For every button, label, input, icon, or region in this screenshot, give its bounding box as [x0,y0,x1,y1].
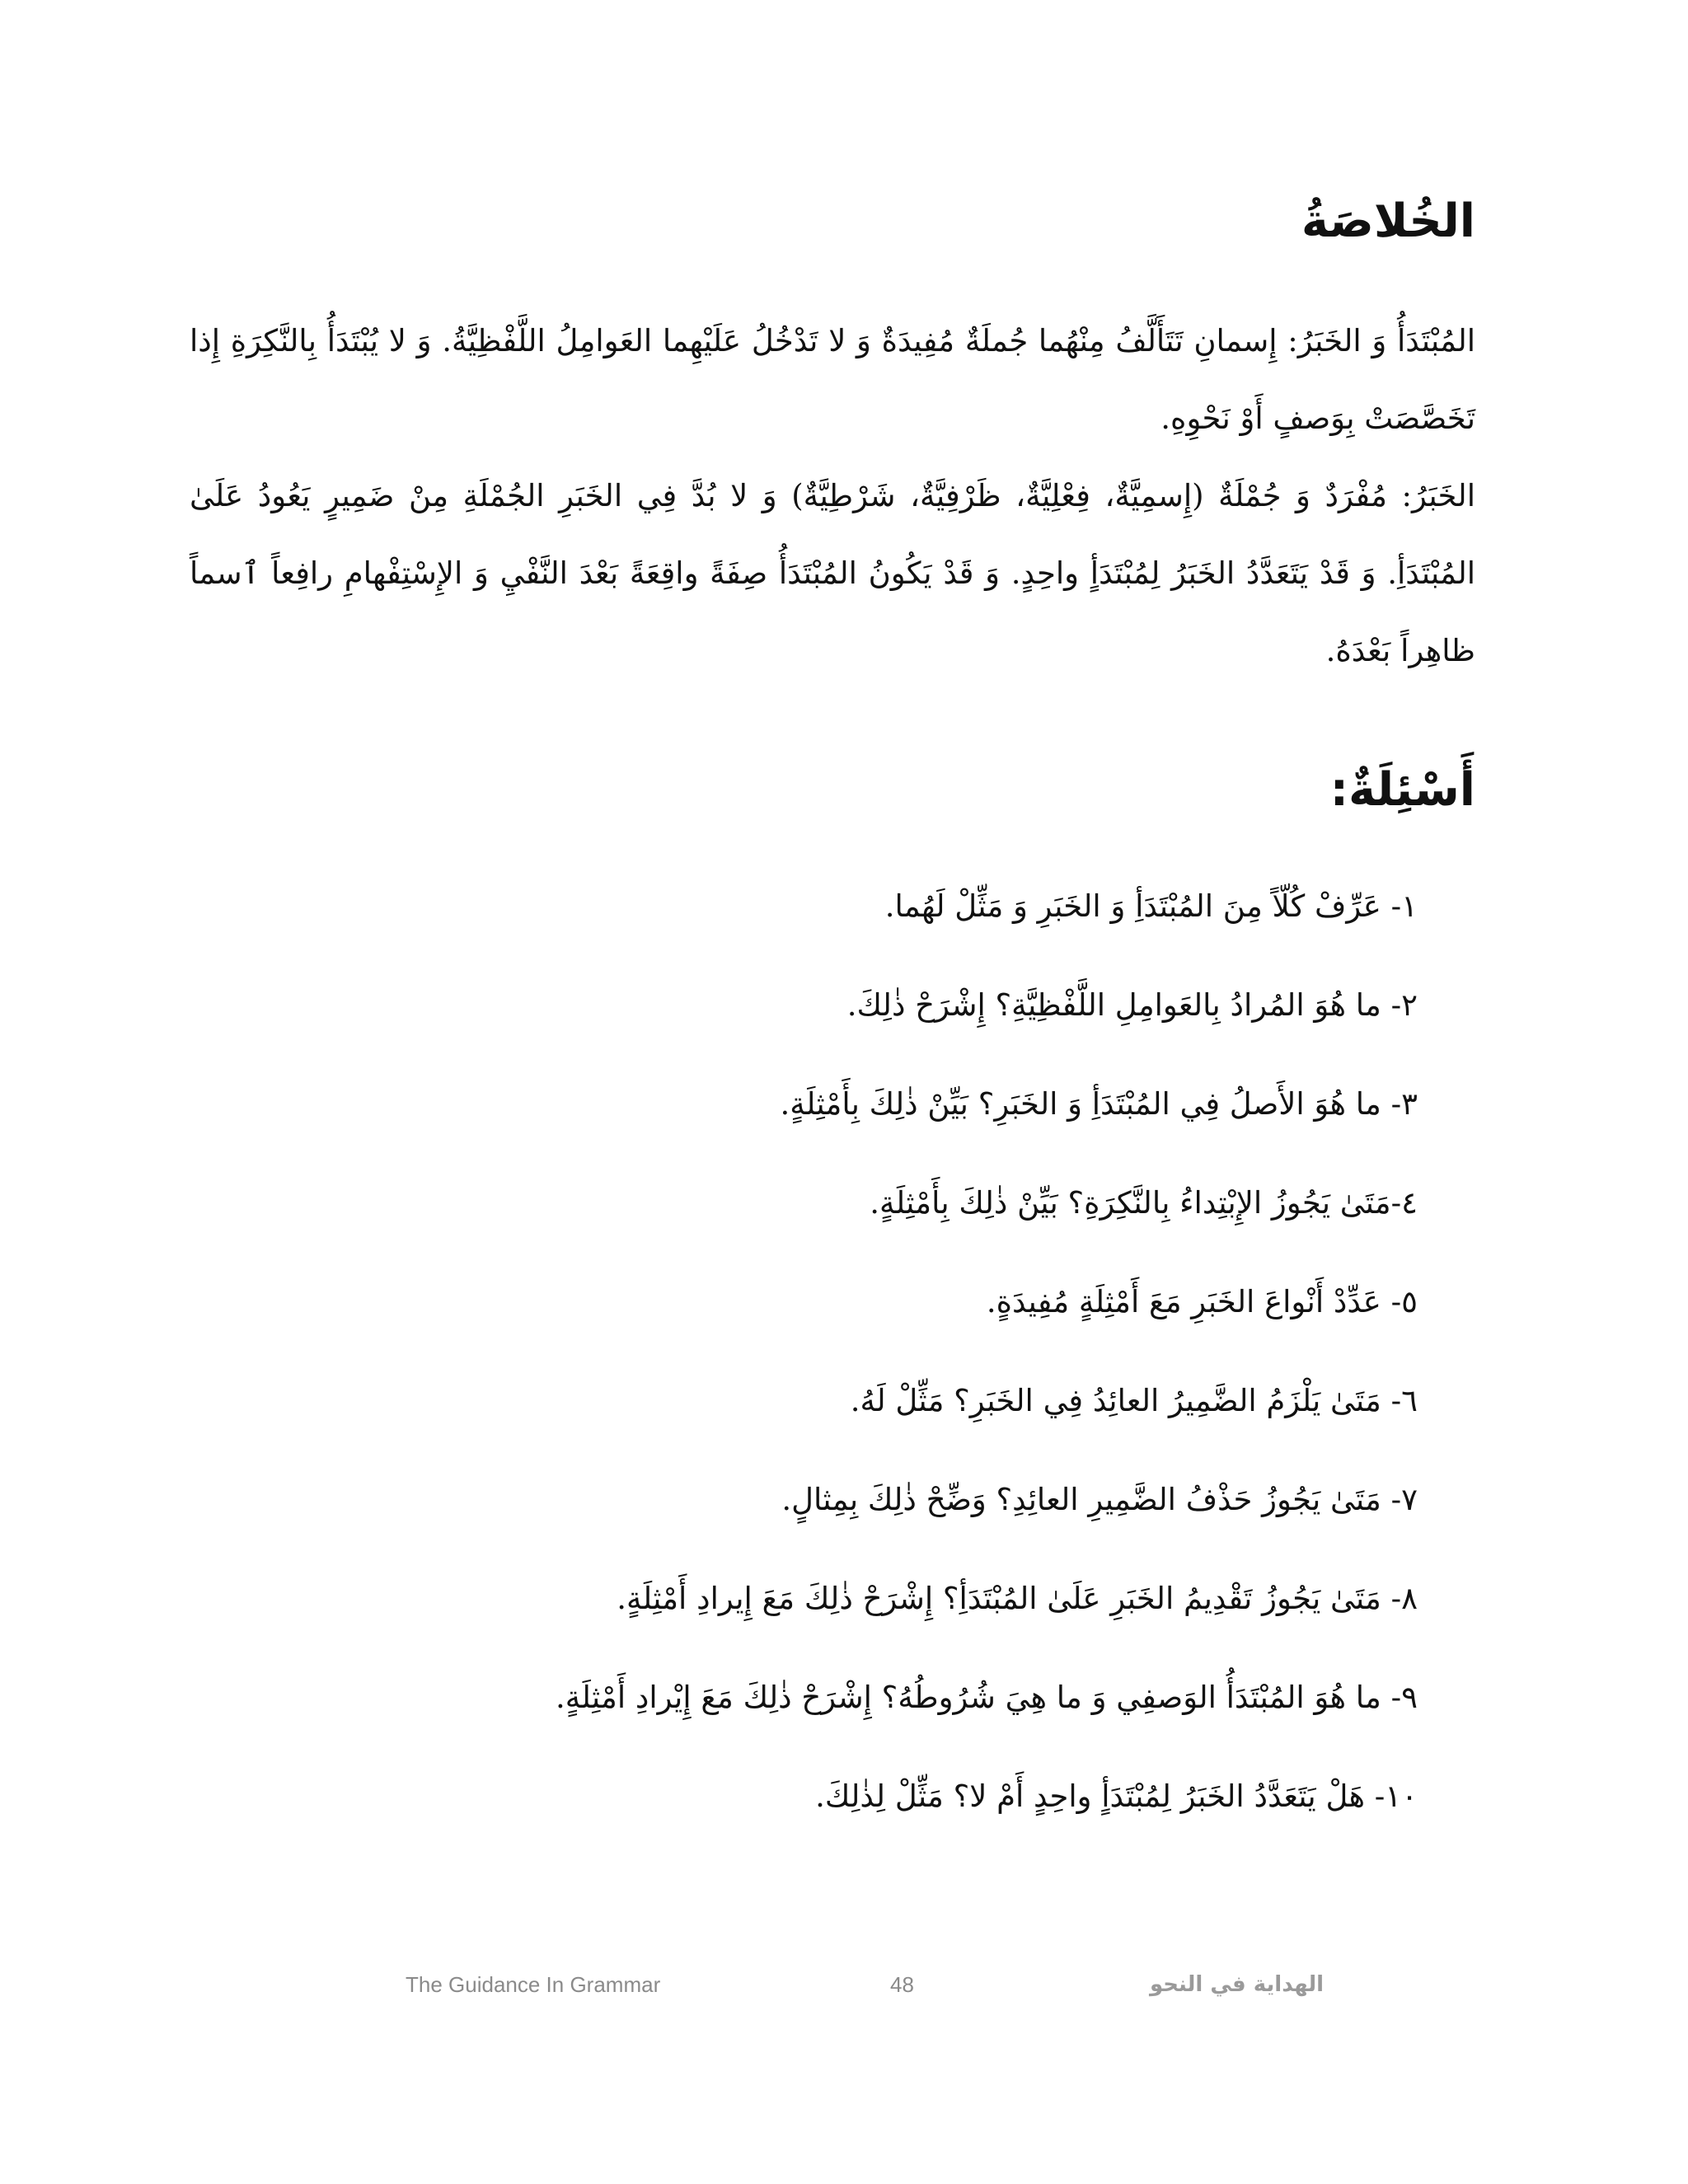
summary-section [190,194,1475,249]
question-item: ٦- مَتَىٰ يَلْزَمُ الضَّمِيرُ العائِدُ فِي الخَبَرِ؟ مَثِّلْ لَهُ. [850,1383,1418,1418]
question-item: ٧- مَتَىٰ يَجُوزُ حَذْفُ الضَّمِيرِ العائِدِ؟ وَضِّحْ ذٰلِكَ بِمِثالٍ. [781,1482,1418,1517]
question-item: ٩- ما هُوَ المُبْتَدَأُ الوَصفِي وَ ما هِيَ شُرُوطُهُ؟ إِشْرَحْ ذٰلِكَ مَعَ إِيْرادِ أَمْثِلَةٍ. [555,1680,1418,1715]
summary-text-2: الخَبَرُ: مُفْرَدٌ وَ جُمْلَةٌ (إِسمِيَّةٌ، فِعْلِيَّةٌ، ظَرْفِيَّةٌ، شَرْطِيَّةٌ) وَ لا بُدَّ فِي الخَبَرِ الجُمْلَةِ مِنْ ضَمِيرٍ يَعُودُ عَلَىٰ المُبْتَدَأِ. وَ قَدْ يَتَعَدَّدُ الخَبَرُ لِمُبْتَدَأٍ واحِدٍ. وَ قَدْ يَكُونُ المُبْتَدَأُ صِفَةً واقِعَةً بَعْدَ النَّفْيِ وَ الإِسْتِفْهامِ رافِعاً ٱسماً ظاهِراً بَعْدَهُ. [190,478,1475,668]
questions-section [190,762,1475,818]
question-item: ١٠- هَلْ يَتَعَدَّدُ الخَبَرُ لِمُبْتَدَأٍ واحِدٍ أَمْ لا؟ مَثِّلْ لِذٰلِكَ. [815,1779,1418,1814]
question-item: ٤-مَتَىٰ يَجُوزُ الإِبْتِداءُ بِالنَّكِرَةِ؟ بَيِّنْ ذٰلِكَ بِأَمْثِلَةٍ. [870,1185,1418,1221]
summary-heading: الخُلاصَةُ [1301,194,1475,248]
footer-book-title-en: The Guidance In Grammar [406,1972,661,1997]
summary-text-1: المُبْتَدَأُ وَ الخَبَرُ: إِسمانِ تَتَأَلَّفُ مِنْهُما جُملَةٌ مُفِيدَةٌ وَ لا تَدْخُلُ عَلَيْهِما العَوامِلُ اللَّفْظِيَّةُ. وَ لا يُبْتَدَأُ بِالنَّكِرَةِ إِذا تَخَصَّصَتْ بِوَصفٍ أَوْ نَحْوِهِ. [190,323,1475,436]
question-item: ٨- مَتَىٰ يَجُوزُ تَقْدِيمُ الخَبَرِ عَلَىٰ المُبْتَدَأِ؟ إِشْرَحْ ذٰلِكَ مَعَ إِيرادِ أَمْثِلَةٍ. [617,1581,1418,1616]
question-item: ٢- ما هُوَ المُرادُ بِالعَوامِلِ اللَّفْظِيَّةِ؟ إِشْرَحْ ذٰلِكَ. [846,987,1418,1023]
footer-page-number: 48 [890,1972,914,1997]
question-item: ١- عَرِّفْ كُلّاً مِنَ المُبْتَدَأِ وَ الخَبَرِ وَ مَثِّلْ لَهُما. [884,888,1418,924]
questions-heading: أَسْئِلَةٌ: [1329,763,1475,817]
summary-paragraph-2 [190,457,1475,690]
footer-book-title-ar: الهداية في النحو [1150,1972,1325,1997]
question-item: ٣- ما هُوَ الأَصلُ فِي المُبْتَدَأِ وَ الخَبَرِ؟ بَيِّنْ ذٰلِكَ بِأَمْثِلَةٍ. [780,1086,1418,1122]
questions-list [247,882,1418,1871]
summary-paragraph-1 [190,302,1475,457]
question-item: ٥- عَدِّدْ أَنْواعَ الخَبَرِ مَعَ أَمْثِلَةٍ مُفِيدَةٍ. [986,1284,1418,1319]
